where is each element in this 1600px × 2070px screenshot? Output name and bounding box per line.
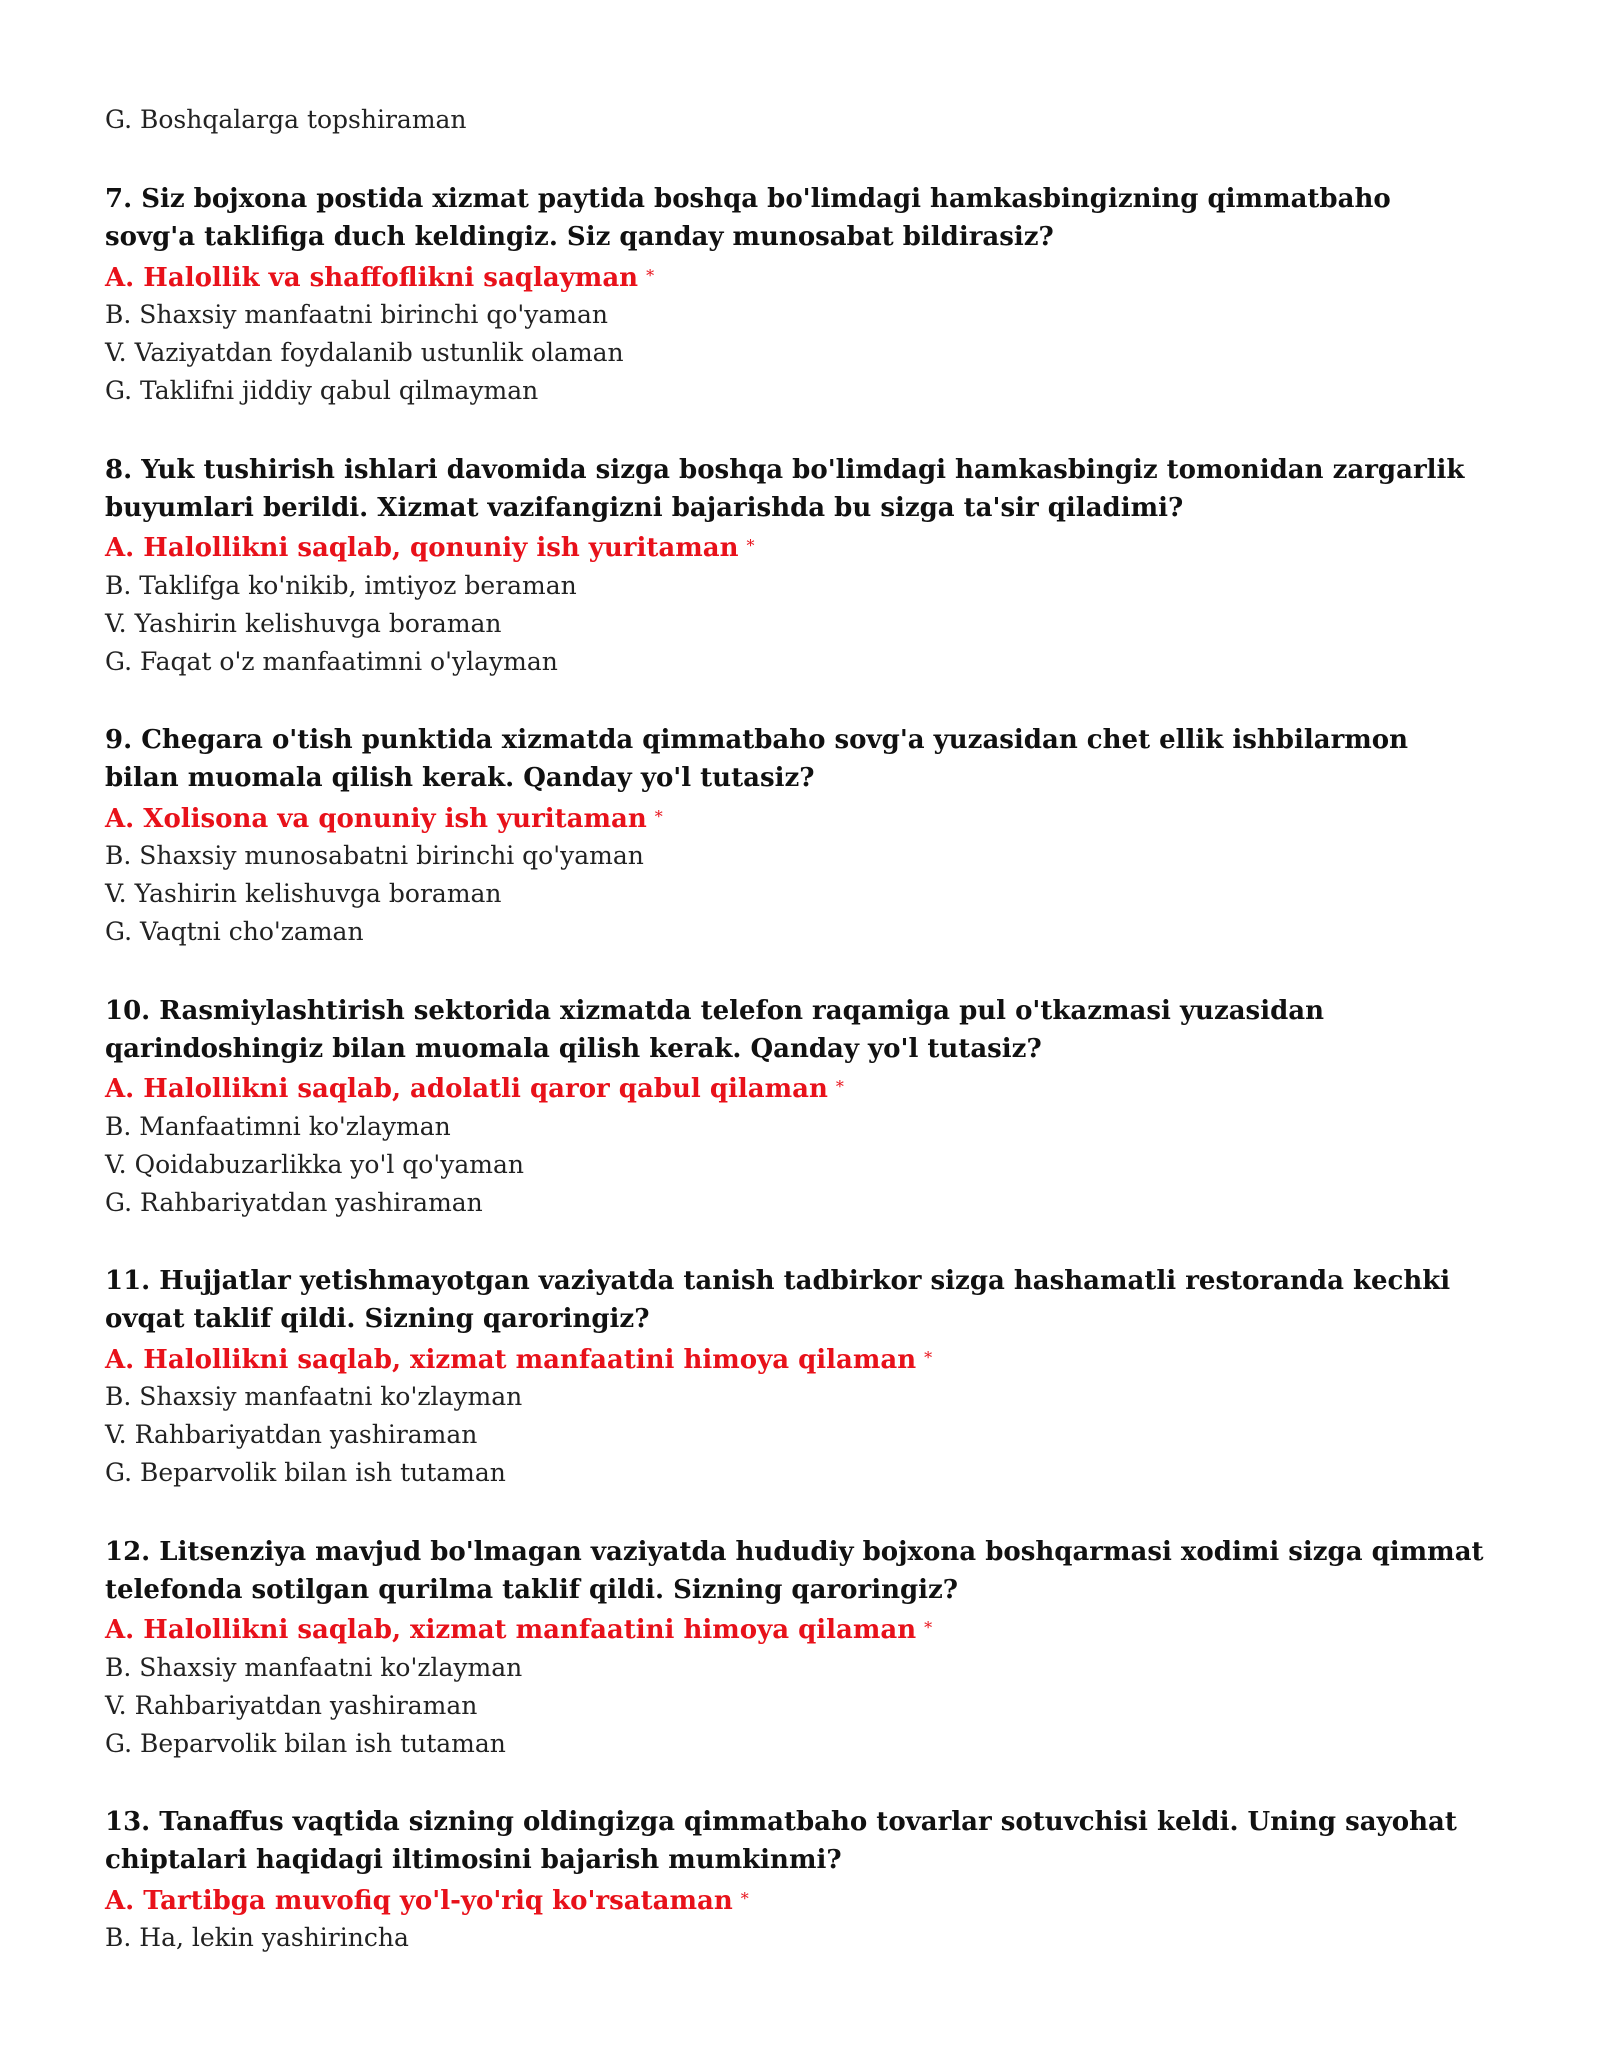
question-11: 11. Hujjatlar yetishmayotgan vaziyatda tanish tadbirkor sizga hashamatli restoranda kechki ovqat taklif qildi. Sizning qaroringiz? <box>105 1266 1451 1334</box>
option-v-12: V. Rahbariyatdan yashiraman <box>105 1691 478 1720</box>
correct-marker: * <box>924 1618 933 1637</box>
correct-marker: * <box>654 807 663 826</box>
correct-answer-13: A. Tartibga muvofiq yo'l-yo'riq ko'rsataman * <box>105 1886 749 1916</box>
option-g-11: G. Beparvolik bilan ish tutaman <box>105 1458 506 1487</box>
correct-marker: * <box>924 1348 933 1367</box>
question-13: 13. Tanaffus vaqtida sizning oldingizga qimmatbaho tovarlar sotuvchisi keldi. Uning sayohat chiptalari haqidagi iltimosini bajarish mumkinmi? <box>105 1807 1457 1875</box>
option-b-7: B. Shaxsiy manfaatni birinchi qo'yaman <box>105 300 609 329</box>
correct-answer-7: A. Halollik va shaffoflikni saqlayman * <box>105 263 655 293</box>
correct-answer-9: A. Xolisona va qonuniy ish yuritaman * <box>105 804 663 834</box>
option-g-8: G. Faqat o'z manfaatimni o'ylayman <box>105 647 558 676</box>
option-v-7: V. Vaziyatdan foydalanib ustunlik olaman <box>105 338 624 367</box>
option-b-13: B. Ha, lekin yashirincha <box>105 1923 409 1952</box>
option-b-12: B. Shaxsiy manfaatni ko'zlayman <box>105 1653 523 1682</box>
option-b-9: B. Shaxsiy munosabatni birinchi qo'yaman <box>105 841 644 870</box>
option-v-11: V. Rahbariyatdan yashiraman <box>105 1420 478 1449</box>
option-g-10: G. Rahbariyatdan yashiraman <box>105 1188 483 1217</box>
correct-marker: * <box>740 1889 749 1908</box>
question-7: 7. Siz bojxona postida xizmat paytida boshqa bo'limdagi hamkasbingizning qimmatbaho sovg'a taklifiga duch keldingiz. Siz qanday munosabat bildirasiz? <box>105 184 1391 252</box>
option-g-7: G. Taklifni jiddiy qabul qilmayman <box>105 376 539 405</box>
question-9: 9. Chegara o'tish punktida xizmatda qimmatbaho sovg'a yuzasidan chet ellik ishbilarmon bilan muomala qilish kerak. Qanday yo'l tutasiz? <box>105 725 1409 793</box>
correct-marker: * <box>835 1077 844 1096</box>
option-b-10: B. Manfaatimni ko'zlayman <box>105 1112 451 1141</box>
correct-answer-10: A. Halollikni saqlab, adolatli qaror qabul qilaman * <box>105 1074 844 1104</box>
correct-answer-8: A. Halollikni saqlab, qonuniy ish yuritaman * <box>105 533 755 563</box>
option-v-9: V. Yashirin kelishuvga boraman <box>105 879 502 908</box>
correct-marker: * <box>646 266 655 285</box>
option-g-9: G. Vaqtni cho'zaman <box>105 917 364 946</box>
option-b-11: B. Shaxsiy manfaatni ko'zlayman <box>105 1382 523 1411</box>
question-10: 10. Rasmiylashtirish sektorida xizmatda telefon raqamiga pul o'tkazmasi yuzasidan qarindoshingiz bilan muomala qilish kerak. Qanday yo'l tutasiz? <box>105 996 1325 1064</box>
option-b-8: B. Taklifga ko'nikib, imtiyoz beraman <box>105 571 577 600</box>
question-12: 12. Litsenziya mavjud bo'lmagan vaziyatda hududiy bojxona boshqarmasi xodimi sizga qimmat telefonda sotilgan qurilma taklif qildi. Sizning qaroringiz? <box>105 1537 1484 1605</box>
correct-marker: * <box>746 536 755 555</box>
option-v-8: V. Yashirin kelishuvga boraman <box>105 609 502 638</box>
option-g-12: G. Beparvolik bilan ish tutaman <box>105 1729 506 1758</box>
option-g-previous: G. Boshqalarga topshiraman <box>105 105 467 134</box>
question-8: 8. Yuk tushirish ishlari davomida sizga boshqa bo'limdagi hamkasbingiz tomonidan zargarlik buyumlari berildi. Xizmat vazifangizni bajarishda bu sizga ta'sir qiladimi? <box>105 455 1465 523</box>
correct-answer-11: A. Halollikni saqlab, xizmat manfaatini himoya qilaman * <box>105 1345 933 1375</box>
correct-answer-12: A. Halollikni saqlab, xizmat manfaatini himoya qilaman * <box>105 1615 933 1645</box>
option-v-10: V. Qoidabuzarlikka yo'l qo'yaman <box>105 1150 524 1179</box>
